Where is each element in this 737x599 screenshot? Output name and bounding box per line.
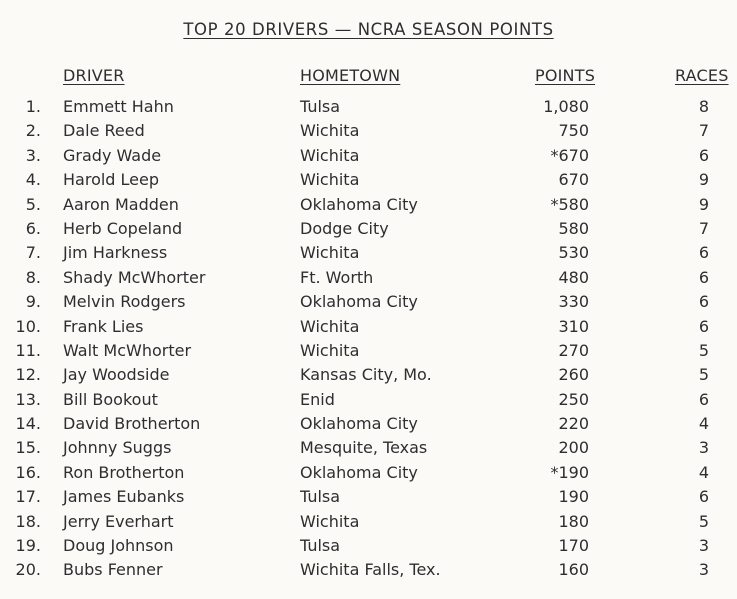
rank-cell: 14. [15, 414, 41, 434]
hometown-cell: Wichita [300, 340, 360, 360]
table-row [0, 510, 737, 534]
races-cell: 6 [698, 145, 709, 165]
points-cell: 750 [558, 121, 589, 141]
races-cell: 6 [698, 487, 709, 507]
rank-cell: 12. [15, 365, 41, 385]
points-cell: 170 [558, 536, 589, 556]
points-cell: 330 [558, 292, 589, 312]
races-cell: 5 [698, 340, 709, 360]
table-row [0, 363, 737, 387]
driver-cell: Jim Harkness [63, 243, 168, 263]
table-row [0, 95, 737, 119]
races-cell: 4 [698, 462, 709, 482]
driver-cell: Emmett Hahn [63, 97, 174, 116]
driver-cell: James Eubanks [63, 487, 185, 507]
races-cell: 6 [698, 389, 709, 409]
header-hometown: HOMETOWN [300, 66, 401, 85]
driver-cell: Dale Reed [63, 121, 145, 141]
driver-cell: Jay Woodside [63, 365, 170, 385]
rank-cell: 10. [15, 316, 41, 336]
points-cell: 580 [558, 218, 589, 238]
points-cell: 270 [558, 340, 589, 360]
races-cell: 6 [698, 316, 709, 336]
hometown-cell: Mesquite, Texas [300, 438, 428, 458]
table-row [0, 388, 737, 412]
races-cell: 3 [698, 536, 709, 556]
rank-cell: 20. [15, 560, 41, 580]
hometown-cell: Tulsa [300, 487, 341, 507]
hometown-cell: Tulsa [300, 536, 341, 556]
driver-cell: Harold Leep [63, 170, 160, 190]
hometown-cell: Wichita [300, 243, 360, 263]
driver-cell: Frank Lies [63, 316, 144, 336]
rank-cell: 13. [15, 389, 41, 409]
rank-cell: 17. [15, 487, 41, 507]
points-cell: 180 [558, 511, 589, 531]
hometown-cell: Oklahoma City [300, 292, 418, 312]
table-row [0, 290, 737, 314]
table-row [0, 534, 737, 558]
races-cell: 6 [698, 292, 709, 312]
hometown-cell: Oklahoma City [300, 462, 418, 482]
table-row [0, 217, 737, 241]
points-cell: 260 [558, 365, 589, 385]
rank-cell: 5. [25, 194, 41, 214]
header-races: RACES [675, 66, 729, 85]
rank-cell: 15. [15, 438, 41, 458]
table-row [0, 119, 737, 143]
races-cell: 5 [698, 511, 709, 531]
header-driver: DRIVER [63, 66, 125, 85]
points-cell: 250 [558, 389, 589, 409]
table-row [0, 193, 737, 217]
table-row [0, 558, 737, 582]
driver-cell: Walt McWhorter [63, 340, 192, 360]
driver-cell: Ron Brotherton [63, 462, 185, 482]
points-cell: 530 [558, 243, 589, 263]
races-cell: 8 [698, 97, 709, 116]
rank-cell: 19. [15, 536, 41, 556]
rank-cell: 1. [25, 97, 41, 116]
table-row [0, 315, 737, 339]
races-cell: 7 [698, 218, 709, 238]
hometown-cell: Enid [300, 389, 335, 409]
points-cell: *580 [550, 194, 589, 214]
rank-cell: 6. [25, 218, 41, 238]
points-cell: 220 [558, 414, 589, 434]
driver-cell: Doug Johnson [63, 536, 174, 556]
points-cell: *190 [550, 462, 589, 482]
races-cell: 6 [698, 267, 709, 287]
driver-cell: Herb Copeland [63, 218, 183, 238]
rank-cell: 8. [25, 267, 41, 287]
hometown-cell: Wichita Falls, Tex. [300, 560, 441, 580]
table-row [0, 168, 737, 192]
races-cell: 9 [698, 170, 709, 190]
driver-cell: Melvin Rodgers [63, 292, 186, 312]
races-cell: 5 [698, 365, 709, 385]
table-row [0, 412, 737, 436]
points-cell: 190 [558, 487, 589, 507]
header-points: POINTS [535, 66, 596, 85]
table-row [0, 436, 737, 460]
hometown-cell: Wichita [300, 121, 360, 141]
races-cell: 3 [698, 560, 709, 580]
driver-cell: Aaron Madden [63, 194, 179, 214]
table-row [0, 241, 737, 265]
races-cell: 9 [698, 194, 709, 214]
table-row [0, 339, 737, 363]
hometown-cell: Ft. Worth [300, 267, 374, 287]
table-row [0, 144, 737, 168]
hometown-cell: Wichita [300, 316, 360, 336]
points-cell: *670 [550, 145, 589, 165]
hometown-cell: Oklahoma City [300, 194, 418, 214]
rank-cell: 18. [15, 511, 41, 531]
driver-cell: Shady McWhorter [63, 267, 206, 287]
points-cell: 1,080 [543, 97, 589, 116]
table-row [0, 461, 737, 485]
rank-cell: 2. [25, 121, 41, 141]
driver-cell: Grady Wade [63, 145, 162, 165]
table-row [0, 266, 737, 290]
rank-cell: 16. [15, 462, 41, 482]
points-cell: 310 [558, 316, 589, 336]
driver-cell: Bubs Fenner [63, 560, 163, 580]
rank-cell: 7. [25, 243, 41, 263]
points-cell: 160 [558, 560, 589, 580]
standings-table [0, 95, 737, 583]
driver-cell: Jerry Everhart [63, 511, 174, 531]
races-cell: 4 [698, 414, 709, 434]
rank-cell: 3. [25, 145, 41, 165]
page-title [0, 20, 737, 39]
points-cell: 200 [558, 438, 589, 458]
hometown-cell: Wichita [300, 511, 360, 531]
points-cell: 480 [558, 267, 589, 287]
driver-cell: Bill Bookout [63, 389, 158, 409]
races-cell: 6 [698, 243, 709, 263]
hometown-cell: Wichita [300, 170, 360, 190]
races-cell: 7 [698, 121, 709, 141]
hometown-cell: Oklahoma City [300, 414, 418, 434]
hometown-cell: Kansas City, Mo. [300, 365, 432, 385]
races-cell: 3 [698, 438, 709, 458]
rank-cell: 9. [25, 292, 41, 312]
hometown-cell: Dodge City [300, 218, 389, 238]
table-row [0, 485, 737, 509]
driver-cell: David Brotherton [63, 414, 201, 434]
points-cell: 670 [558, 170, 589, 190]
driver-cell: Johnny Suggs [63, 438, 172, 458]
rank-cell: 11. [15, 340, 41, 360]
page-title-text: TOP 20 DRIVERS — NCRA SEASON POINTS [183, 20, 554, 39]
rank-cell: 4. [25, 170, 41, 190]
hometown-cell: Tulsa [300, 97, 341, 116]
hometown-cell: Wichita [300, 145, 360, 165]
